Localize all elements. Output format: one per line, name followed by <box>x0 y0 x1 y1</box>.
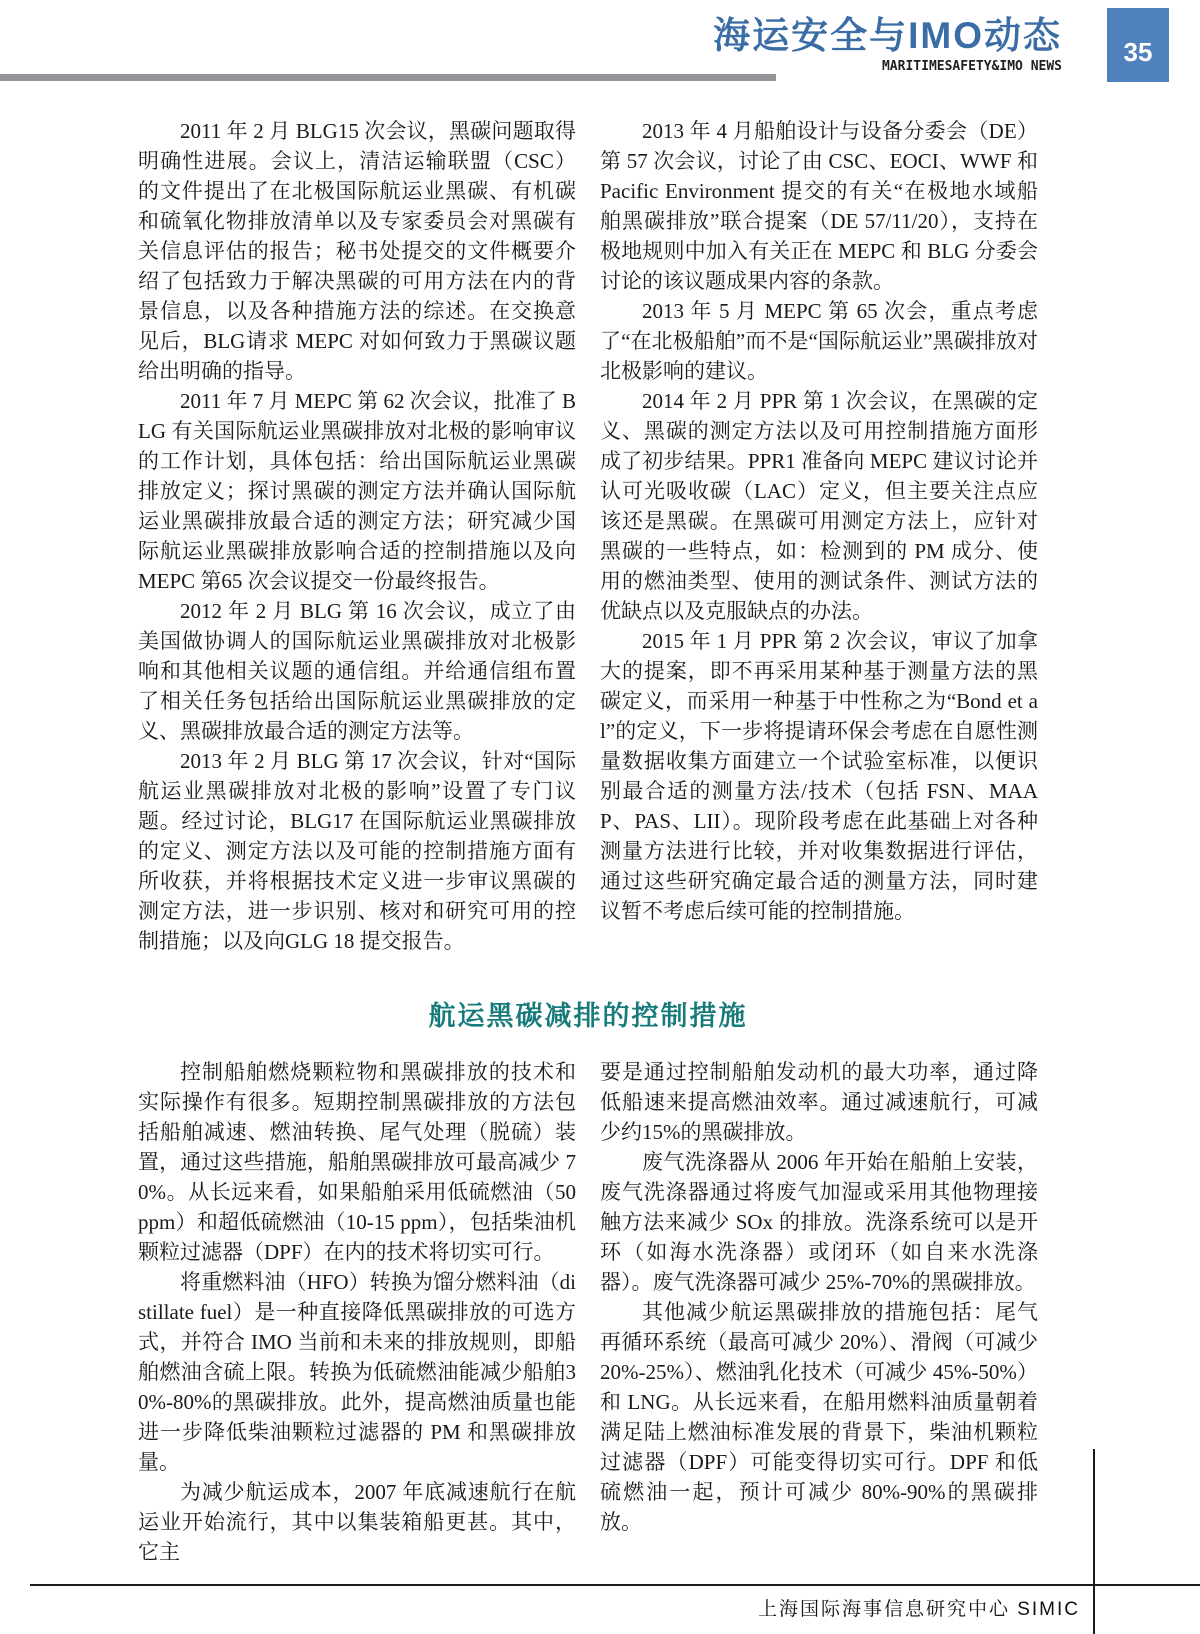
bottom-left-column <box>138 1057 576 1567</box>
top-right-column <box>600 116 1038 956</box>
paragraph: 2015 年 1 月 PPR 第 2 次会议，审议了加拿大的提案，即不再采用某种基于测量方法的黑碳定义，而采用一种基于中性称之为“Bond et al”的定义，下一步将提请环保会考虑在自愿性测量数据收集方面建立一个试验室标准，以便识别最合适的测量方法/技术（包括 FSN、MAAP、PAS、LII）。现阶段考虑在此基础上对各种测量方法进行比较，并对收集数据进行评估，通过这些研究确定最合适的测量方法，同时建议暂不考虑后续可能的控制措施。 <box>600 629 1038 923</box>
top-left-column <box>138 116 576 956</box>
paragraph: 2013 年 2 月 BLG 第 17 次会议，针对“国际航运业黑碳排放对北极的影响”设置了专门议题。经过讨论，BLG17 在国际航运业黑碳排放的定义、测定方法以及可能的控制措施方面有所收获，并将根据技术定义进一步审议黑碳的测定方法，进一步识别、核对和研究可用的控制措施；以及向GLG 18 提交报告。 <box>138 749 576 953</box>
bottom-right-column <box>600 1057 1038 1567</box>
footer-vertical-rule <box>1093 1449 1095 1634</box>
paragraph: 2013 年 5 月 MEPC 第 65 次会，重点考虑了“在北极船舶”而不是“国际航运业”黑碳排放对北极影响的建议。 <box>600 299 1038 383</box>
page-number: 35 <box>1123 37 1153 67</box>
paragraph: 2013 年 4 月船舶设计与设备分委会（DE）第 57 次会议，讨论了由 CSC、EOCI、WWF 和 Pacific Environment 提交的有关“在极地水域船舶黑碳排放”联合提案（DE 57/11/20），支持在极地规则中加入有关正在 MEPC 和 BLG 分委会讨论的该议题成果内容的条款。 <box>600 119 1038 293</box>
bottom-section <box>138 1057 1038 1567</box>
paragraph-continuation: 要是通过控制船舶发动机的最大功率，通过降低船速来提高燃油效率。通过减速航行，可减少约15%的黑碳排放。 <box>600 1060 1038 1144</box>
header-title-cn: 海运安全与IMO动态 <box>713 15 1062 56</box>
paragraph: 2014 年 2 月 PPR 第 1 次会议，在黑碳的定义、黑碳的测定方法以及可用控制措施方面形成了初步结果。PPR1 准备向 MEPC 建议讨论并认可光吸收碳（LAC）定义，但主要关注点应该还是黑碳。在黑碳可用测定方法上，应针对黑碳的一些特点，如：检测到的 PM 成分、使用的燃油类型、使用的测试条件、测试方法的优缺点以及克服缺点的办法。 <box>600 389 1038 623</box>
paragraph: 其他减少航运黑碳排放的措施包括：尾气再循环系统（最高可减少 20%）、滑阀（可减少20%-25%）、燃油乳化技术（可减少 45%-50%）和 LNG。从长远来看，在船用燃料油质量朝着满足陆上燃油标准发展的背景下，柴油机颗粒过滤器（DPF）可能变得切实可行。DPF 和低硫燃油一起，预计可减少 80%-90%的黑碳排放。 <box>600 1300 1038 1534</box>
section-heading: 航运黑碳减排的控制措施 <box>428 1001 748 1031</box>
page-header <box>713 16 1062 74</box>
top-section <box>138 116 1038 956</box>
paragraph: 将重燃料油（HFO）转换为馏分燃料油（distillate fuel）是一种直接降低黑碳排放的可选方式，并符合 IMO 当前和未来的排放规则，即船舶燃油含硫上限。转换为低硫燃油能减少船舶30%-80%的黑碳排放。此外，提高燃油质量也能进一步降低柴油颗粒过滤器的 PM 和黑碳排放量。 <box>138 1270 576 1474</box>
footer-horizontal-rule <box>30 1584 1200 1586</box>
page-number-badge <box>1107 8 1169 82</box>
footer-publisher: 上海国际海事信息研究中心 SIMIC <box>757 1599 1080 1620</box>
paragraph: 2012 年 2 月 BLG 第 16 次会议，成立了由美国做协调人的国际航运业黑碳排放对北极影响和其他相关议题的通信组。并给通信组布置了相关任务包括给出国际航运业黑碳排放的定义、黑碳排放最合适的测定方法等。 <box>138 599 576 743</box>
paragraph: 2011 年 7 月 MEPC 第 62 次会议，批准了 BLG 有关国际航运业黑碳排放对北极的影响审议的工作计划，具体包括：给出国际航运业黑碳排放定义；探讨黑碳的测定方法并确认国际航运业黑碳排放最合适的测定方法；研究减少国际航运业黑碳排放影响合适的控制措施以及向 MEPC 第65 次会议提交一份最终报告。 <box>138 389 576 593</box>
paragraph: 控制船舶燃烧颗粒物和黑碳排放的技术和实际操作有很多。短期控制黑碳排放的方法包括船舶减速、燃油转换、尾气处理（脱硫）装置，通过这些措施，船舶黑碳排放可最高减少 70%。从长远来看，如果船舶采用低硫燃油（50 ppm）和超低硫燃油（10-15 ppm），包括柴油机颗粒过滤器（DPF）在内的技术将切实可行。 <box>138 1060 576 1264</box>
paragraph: 为减少航运成本，2007 年底减速航行在航运业开始流行，其中以集装箱船更甚。其中，它主 <box>138 1480 576 1564</box>
article-body <box>138 116 1038 1567</box>
paragraph: 废气洗涤器从 2006 年开始在船舶上安装，废气洗涤器通过将废气加湿或采用其他物理接触方法来减少 SOx 的排放。洗涤系统可以是开环（如海水洗涤器）或闭环（如自来水洗涤器）。废气洗涤器可减少 25%-70%的黑碳排放。 <box>600 1150 1038 1294</box>
paragraph: 2011 年 2 月 BLG15 次会议，黑碳问题取得明确性进展。会议上，清洁运输联盟（CSC）的文件提出了在北极国际航运业黑碳、有机碳和硫氧化物排放清单以及专家委员会对黑碳有关信息评估的报告；秘书处提交的文件概要介绍了包括致力于解决黑碳的可用方法在内的背景信息，以及各种措施方法的综述。在交换意见后，BLG请求 MEPC 对如何致力于黑碳议题给出明确的指导。 <box>138 119 576 383</box>
header-divider-bar <box>0 74 776 81</box>
header-subtitle-en: MARITIMESAFETY&IMO NEWS <box>881 59 1062 74</box>
